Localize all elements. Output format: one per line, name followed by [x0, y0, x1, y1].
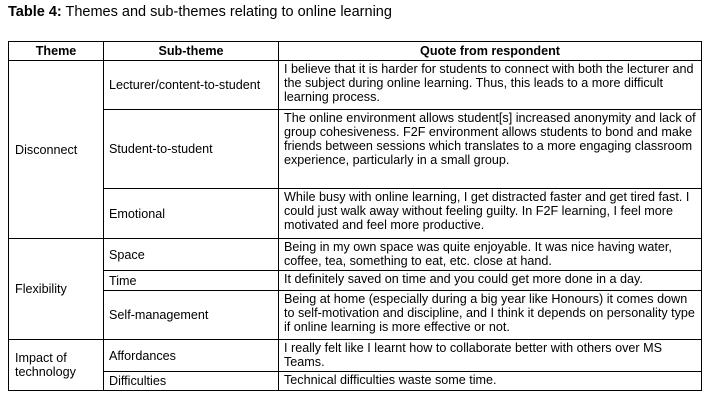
quote-cell: The online environment allows student[s] increased anonymity and lack of group cohesiveness. F2F environment allows students to bond and make friends between sessions which translates to a more engaging classroom experience, particularly in a small group. — [279, 110, 702, 189]
table-caption-label: Table 4: — [8, 4, 62, 20]
table-row — [9, 372, 702, 391]
quote-cell: While busy with online learning, I get distracted faster and get tired fast. I could just walk away without feeling guilty. In F2F learning, I feel more motivated and feel more productive. — [279, 189, 702, 239]
sub-theme-cell: Space — [104, 239, 279, 271]
table-row — [9, 110, 702, 189]
table-row — [9, 61, 702, 110]
sub-theme-cell: Time — [104, 271, 279, 291]
table-row — [9, 291, 702, 340]
sub-theme-cell: Student-to-student — [104, 110, 279, 189]
sub-theme-cell: Self-management — [104, 291, 279, 340]
quote-cell: Being in my own space was quite enjoyable. It was nice having water, coffee, tea, something to eat, etc. close at hand. — [279, 239, 702, 271]
theme-cell-impact-of-technology: Impact of technology — [9, 340, 104, 391]
header-sub-theme: Sub-theme — [104, 42, 279, 61]
theme-cell-disconnect: Disconnect — [9, 61, 104, 239]
themes-table — [8, 41, 702, 391]
quote-cell: Being at home (especially during a big year like Honours) it comes down to self-motivation and discipline, and I think it depends on personality type if online learning is more effective or not. — [279, 291, 702, 340]
table-row — [9, 189, 702, 239]
sub-theme-cell: Affordances — [104, 340, 279, 372]
header-quote: Quote from respondent — [279, 42, 702, 61]
header-row — [9, 42, 702, 61]
quote-cell: I really felt like I learnt how to collaborate better with others over MS Teams. — [279, 340, 702, 372]
quote-cell: I believe that it is harder for students to connect with both the lecturer and the subject during online learning. Thus, this leads to a more difficult learning process. — [279, 61, 702, 110]
table-caption — [8, 3, 392, 21]
table-caption-text: Themes and sub-themes relating to online learning — [61, 4, 392, 20]
sub-theme-cell: Lecturer/content-to-student — [104, 61, 279, 110]
sub-theme-cell: Difficulties — [104, 372, 279, 391]
table-row — [9, 340, 702, 372]
sub-theme-cell: Emotional — [104, 189, 279, 239]
table-row — [9, 271, 702, 291]
theme-cell-flexibility: Flexibility — [9, 239, 104, 340]
header-theme: Theme — [9, 42, 104, 61]
quote-cell: It definitely saved on time and you could get more done in a day. — [279, 271, 702, 291]
table-row — [9, 239, 702, 271]
quote-cell: Technical difficulties waste some time. — [279, 372, 702, 391]
